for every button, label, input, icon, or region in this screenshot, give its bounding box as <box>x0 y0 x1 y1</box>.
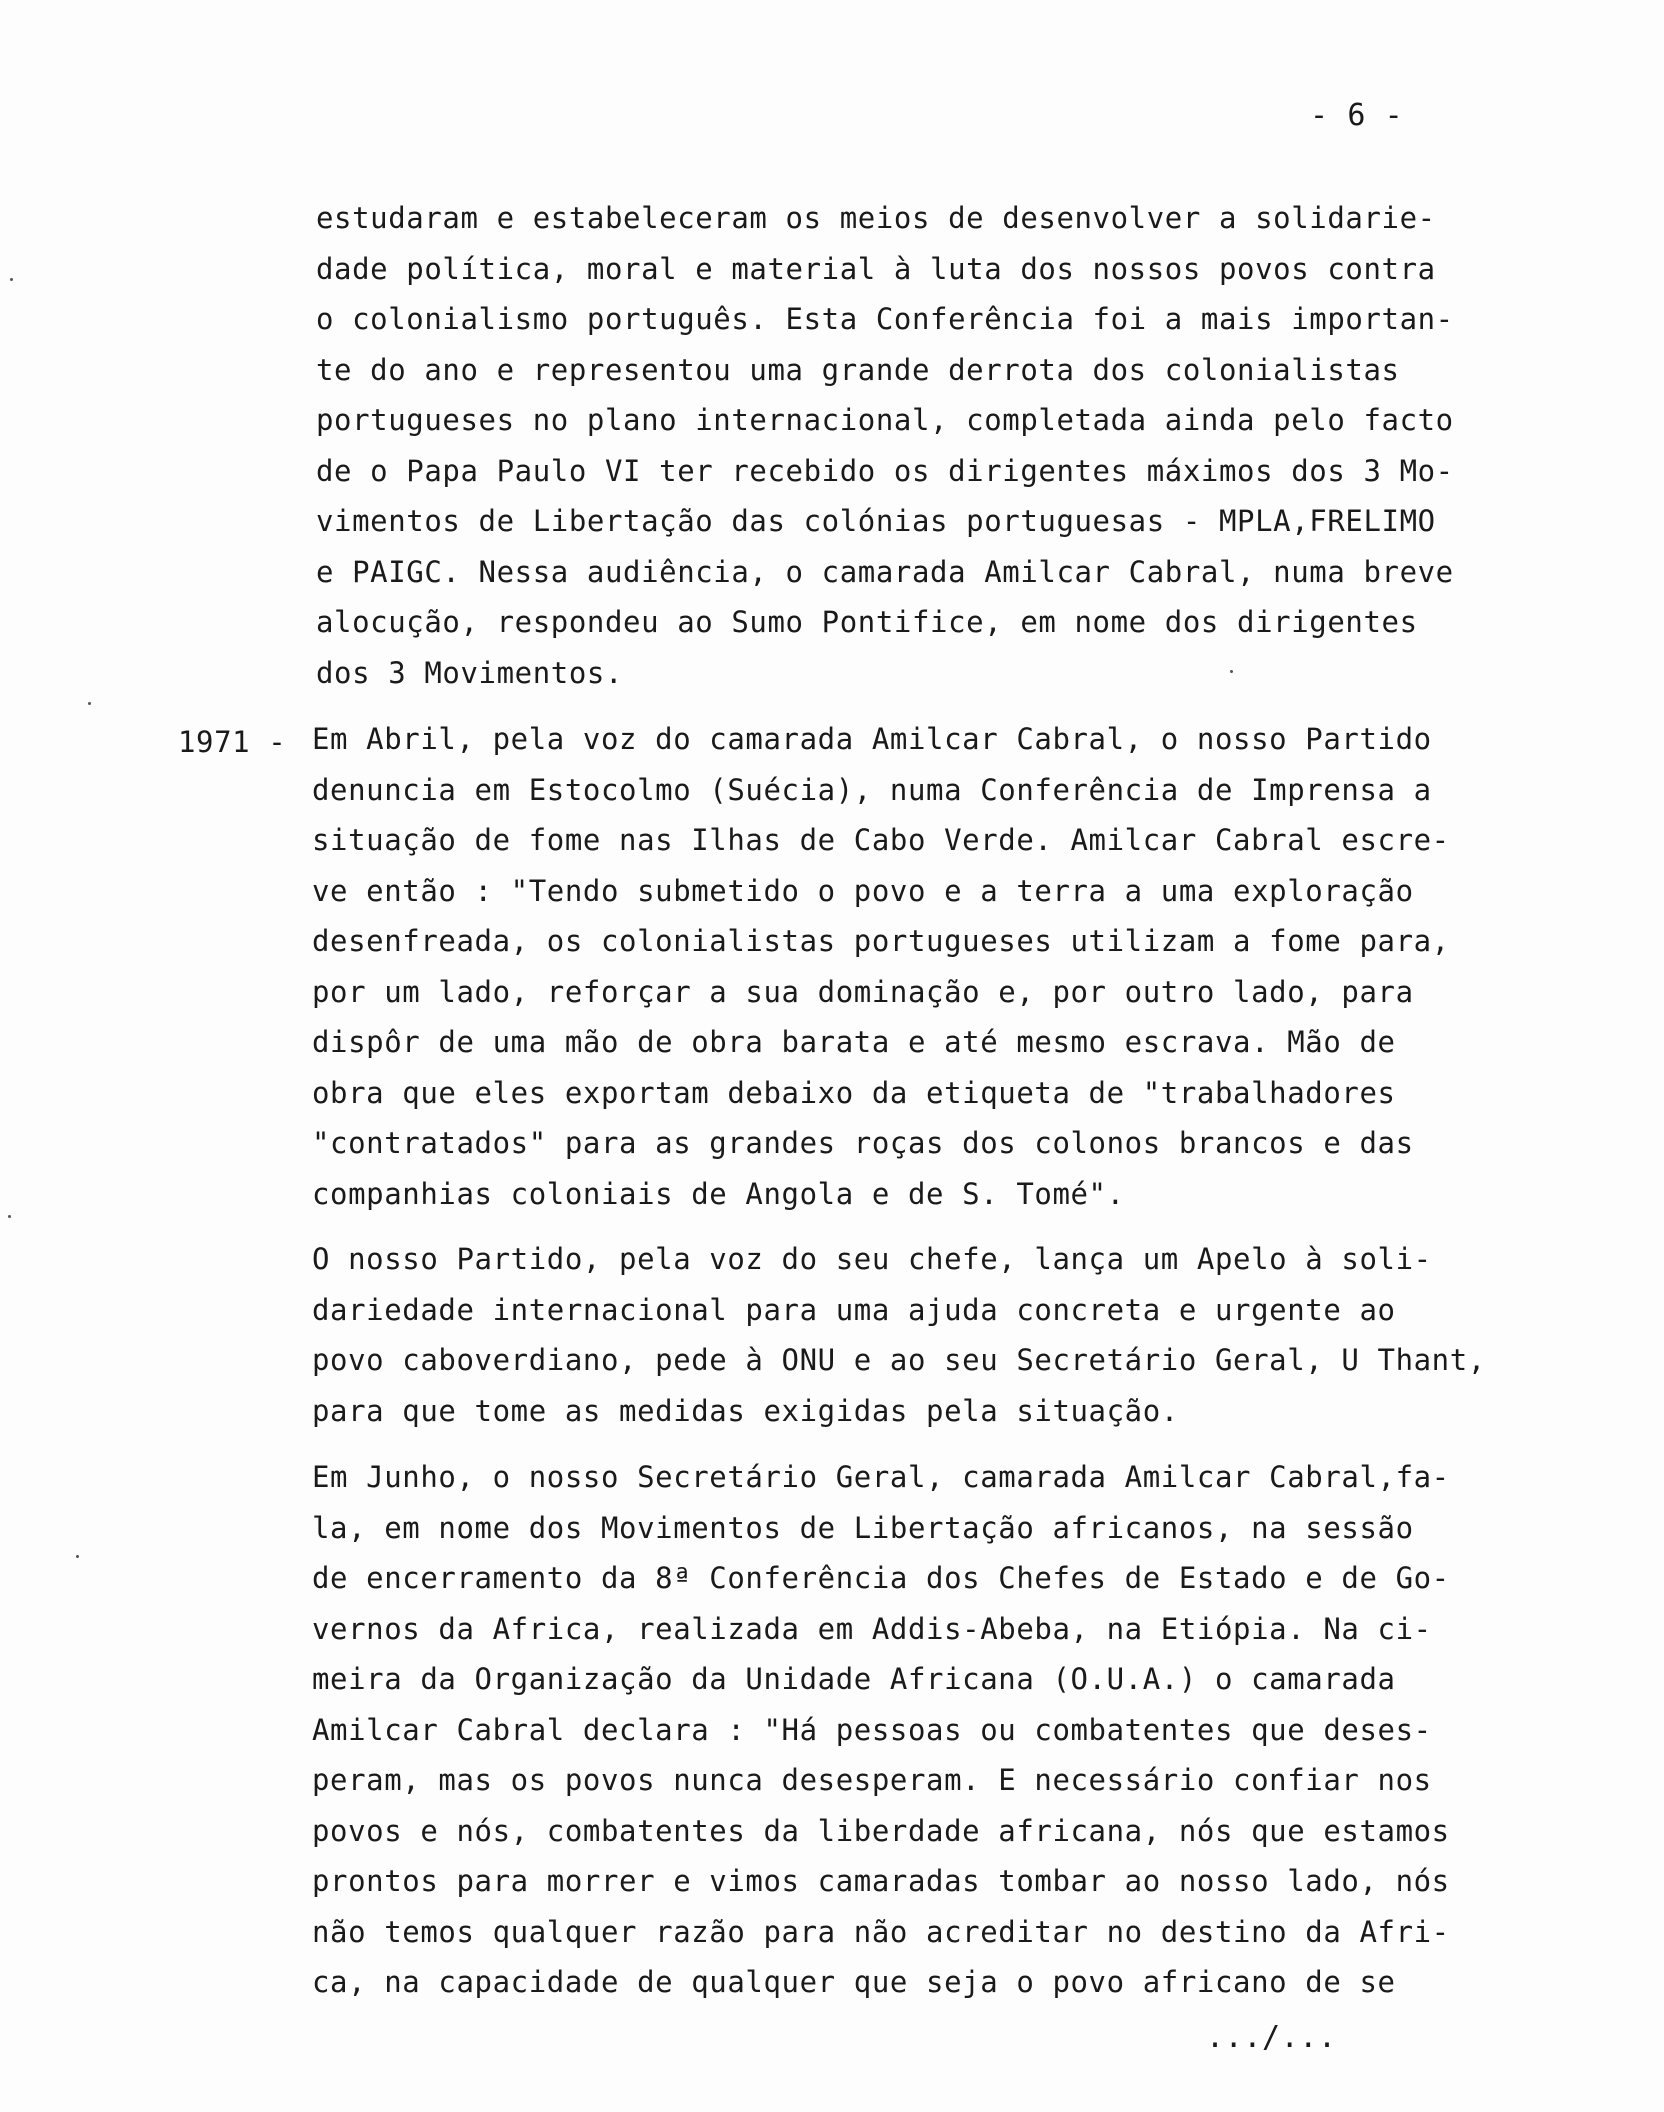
text-line: por um lado, reforçar a sua dominação e, por outro lado, para <box>312 974 1414 1009</box>
continuation-mark: .../... <box>1206 2020 1337 2055</box>
text-line: Amilcar Cabral declara : "Há pessoas ou combatentes que deses- <box>312 1712 1432 1747</box>
text-line: de encerramento da 8ª Conferência dos Chefes de Estado e de Go- <box>312 1561 1450 1595</box>
text-line: te do ano e representou uma grande derrota dos colonialistas <box>316 352 1400 387</box>
text-line: dade política, moral e material à luta dos nossos povos contra <box>316 251 1436 286</box>
text-line: de o Papa Paulo VI ter recebido os dirigentes máximos dos 3 Mo- <box>316 453 1454 488</box>
scan-speck <box>8 1215 11 1218</box>
scan-speck <box>88 702 91 705</box>
page-number: - 6 - <box>1310 98 1404 133</box>
text-line: Em Junho, o nosso Secretário Geral, camarada Amilcar Cabral,fa- <box>312 1460 1450 1494</box>
text-line: o colonialismo português. Esta Conferência foi a mais importan- <box>316 302 1454 336</box>
text-line: vimentos de Libertação das colónias portuguesas - MPLA,FRELIMO <box>316 504 1436 538</box>
text-line: ve então : "Tendo submetido o povo e a terra a uma exploração <box>312 873 1414 908</box>
text-line: O nosso Partido, pela voz do seu chefe, lança um Apelo à soli- <box>312 1242 1432 1276</box>
text-line: "contratados" para as grandes roças dos colonos brancos e das <box>312 1126 1414 1160</box>
text-line: companhias coloniais de Angola e de S. Tomé". <box>312 1176 1125 1211</box>
text-line: para que tome as medidas exigidas pela situação. <box>312 1393 1179 1428</box>
text-line: obra que eles exportam debaixo da etiqueta de "trabalhadores <box>312 1075 1396 1110</box>
text-line: peram, mas os povos nunca desesperam. E necessário confiar nos <box>312 1763 1432 1797</box>
text-line: alocução, respondeu ao Sumo Pontifice, em nome dos dirigentes <box>316 605 1418 639</box>
scan-speck <box>76 1555 79 1558</box>
scan-speck <box>10 278 13 281</box>
scan-speck <box>1230 670 1233 673</box>
text-line: e PAIGC. Nessa audiência, o camarada Amilcar Cabral, numa breve <box>316 554 1454 589</box>
text-line: povos e nós, combatentes da liberdade africana, nós que estamos <box>312 1813 1450 1848</box>
text-line: portugueses no plano internacional, completada ainda pelo facto <box>316 403 1454 437</box>
text-line: la, em nome dos Movimentos de Libertação africanos, na sessão <box>312 1510 1414 1545</box>
text-line: situação de fome nas Ilhas de Cabo Verde. Amilcar Cabral escre- <box>312 823 1450 857</box>
text-line: desenfreada, os colonialistas portugueses utilizam a fome para, <box>312 924 1450 958</box>
text-line: vernos da Africa, realizada em Addis-Abeba, na Etiópia. Na ci- <box>312 1611 1432 1646</box>
text-line: dispôr de uma mão de obra barata e até mesmo escrava. Mão de <box>312 1025 1396 1059</box>
text-line: estudaram e estabeleceram os meios de desenvolver a solidarie- <box>316 201 1436 235</box>
text-line: dariedade internacional para uma ajuda concreta e urgente ao <box>312 1292 1396 1327</box>
text-line: não temos qualquer razão para não acreditar no destino da Afri- <box>312 1914 1450 1949</box>
text-line: prontos para morrer e vimos camaradas tombar ao nosso lado, nós <box>312 1864 1450 1898</box>
year-label: 1971 - <box>178 725 287 759</box>
text-line: dos 3 Movimentos. <box>316 655 624 690</box>
text-line: meira da Organização da Unidade Africana (O.U.A.) o camarada <box>312 1662 1396 1696</box>
text-line: Em Abril, pela voz do camarada Amilcar Cabral, o nosso Partido <box>312 722 1432 756</box>
text-line: denuncia em Estocolmo (Suécia), numa Conferência de Imprensa a <box>312 772 1432 807</box>
text-line: ca, na capacidade de qualquer que seja o povo africano de se <box>312 1965 1396 1999</box>
text-line: povo caboverdiano, pede à ONU e ao seu Secretário Geral, U Thant, <box>312 1343 1486 1377</box>
